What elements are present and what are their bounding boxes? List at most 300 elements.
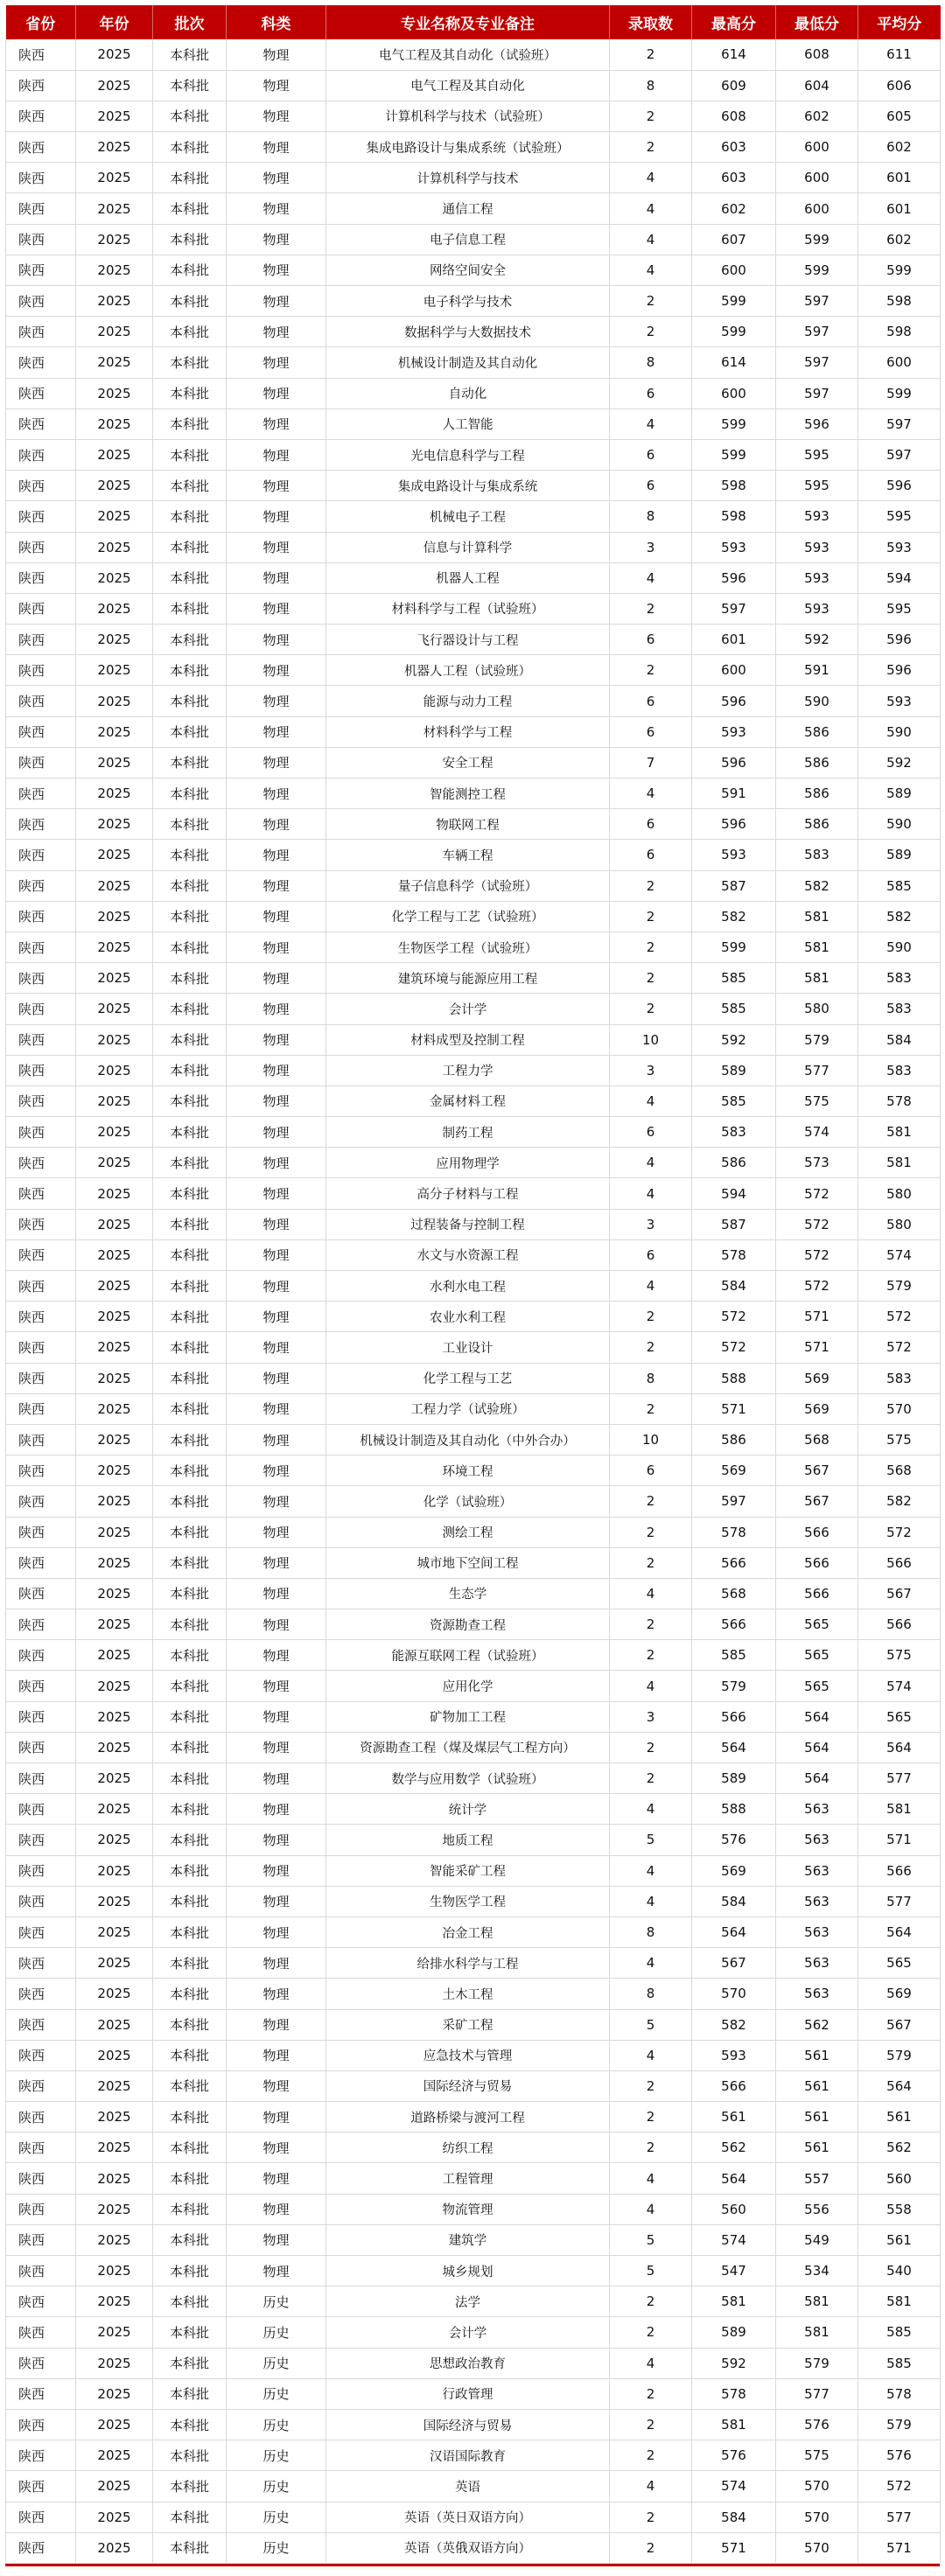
cell-major: 机器人工程 bbox=[326, 562, 610, 593]
cell-avg-score: 572 bbox=[858, 1302, 941, 1332]
cell-min-score: 591 bbox=[776, 655, 858, 686]
cell-year: 2025 bbox=[76, 963, 153, 994]
cell-min-score: 565 bbox=[776, 1671, 858, 1701]
cell-min-score: 592 bbox=[776, 625, 858, 655]
cell-batch: 本科批 bbox=[153, 501, 227, 532]
cell-province: 陕西 bbox=[6, 1701, 76, 1732]
cell-max-score: 597 bbox=[692, 1486, 776, 1517]
cell-min-score: 586 bbox=[776, 747, 858, 778]
cell-subject: 物理 bbox=[227, 1178, 326, 1209]
cell-max-score: 574 bbox=[692, 2224, 776, 2255]
cell-year: 2025 bbox=[76, 439, 153, 470]
cell-province: 陕西 bbox=[6, 1363, 76, 1393]
cell-min-score: 563 bbox=[776, 1979, 858, 2009]
cell-count: 2 bbox=[610, 994, 692, 1024]
cell-year: 2025 bbox=[76, 2102, 153, 2133]
cell-batch: 本科批 bbox=[153, 809, 227, 840]
cell-province: 陕西 bbox=[6, 932, 76, 962]
cell-province: 陕西 bbox=[6, 2040, 76, 2070]
cell-subject: 物理 bbox=[227, 963, 326, 994]
table-row bbox=[6, 1517, 941, 1547]
table-row bbox=[6, 2224, 941, 2255]
cell-batch: 本科批 bbox=[153, 1732, 227, 1763]
cell-avg-score: 595 bbox=[858, 593, 941, 624]
cell-batch: 本科批 bbox=[153, 132, 227, 163]
cell-max-score: 547 bbox=[692, 2256, 776, 2286]
cell-subject: 物理 bbox=[227, 1209, 326, 1239]
cell-min-score: 583 bbox=[776, 840, 858, 870]
cell-max-score: 569 bbox=[692, 1855, 776, 1886]
cell-major: 数学与应用数学（试验班） bbox=[326, 1763, 610, 1794]
cell-province: 陕西 bbox=[6, 2440, 76, 2471]
cell-count: 5 bbox=[610, 2256, 692, 2286]
cell-max-score: 588 bbox=[692, 1794, 776, 1825]
cell-major: 飞行器设计与工程 bbox=[326, 625, 610, 655]
cell-batch: 本科批 bbox=[153, 1916, 227, 1947]
cell-avg-score: 579 bbox=[858, 2040, 941, 2070]
cell-subject: 物理 bbox=[227, 1701, 326, 1732]
cell-count: 4 bbox=[610, 2348, 692, 2378]
cell-subject: 物理 bbox=[227, 840, 326, 870]
cell-year: 2025 bbox=[76, 2317, 153, 2348]
cell-major: 会计学 bbox=[326, 994, 610, 1024]
cell-avg-score: 582 bbox=[858, 901, 941, 932]
cell-subject: 历史 bbox=[227, 2286, 326, 2317]
cell-avg-score: 594 bbox=[858, 562, 941, 593]
cell-count: 2 bbox=[610, 1732, 692, 1763]
cell-avg-score: 578 bbox=[858, 2378, 941, 2409]
cell-major: 应用化学 bbox=[326, 1671, 610, 1701]
cell-subject: 物理 bbox=[227, 1363, 326, 1393]
cell-province: 陕西 bbox=[6, 255, 76, 285]
cell-year: 2025 bbox=[76, 255, 153, 285]
table-row bbox=[6, 1916, 941, 1947]
cell-avg-score: 569 bbox=[858, 1979, 941, 2009]
table-row bbox=[6, 132, 941, 163]
cell-province: 陕西 bbox=[6, 1086, 76, 1116]
cell-avg-score: 578 bbox=[858, 1086, 941, 1116]
cell-max-score: 596 bbox=[692, 562, 776, 593]
cell-province: 陕西 bbox=[6, 1671, 76, 1701]
cell-subject: 物理 bbox=[227, 286, 326, 317]
cell-avg-score: 597 bbox=[858, 408, 941, 439]
cell-batch: 本科批 bbox=[153, 2502, 227, 2532]
cell-avg-score: 590 bbox=[858, 932, 941, 962]
cell-batch: 本科批 bbox=[153, 2440, 227, 2471]
table-row bbox=[6, 2532, 941, 2563]
cell-count: 2 bbox=[610, 1486, 692, 1517]
cell-avg-score: 564 bbox=[858, 2070, 941, 2101]
cell-avg-score: 571 bbox=[858, 1825, 941, 1855]
cell-province: 陕西 bbox=[6, 1794, 76, 1825]
table-row bbox=[6, 1578, 941, 1609]
cell-subject: 物理 bbox=[227, 39, 326, 70]
cell-year: 2025 bbox=[76, 1547, 153, 1578]
table-row bbox=[6, 1763, 941, 1794]
cell-max-score: 600 bbox=[692, 655, 776, 686]
cell-avg-score: 564 bbox=[858, 1916, 941, 1947]
cell-avg-score: 562 bbox=[858, 2133, 941, 2163]
cell-subject: 物理 bbox=[227, 1855, 326, 1886]
cell-major: 通信工程 bbox=[326, 193, 610, 224]
cell-avg-score: 584 bbox=[858, 1024, 941, 1055]
cell-count: 2 bbox=[610, 2502, 692, 2532]
cell-subject: 物理 bbox=[227, 255, 326, 285]
table-row bbox=[6, 255, 941, 285]
cell-subject: 物理 bbox=[227, 655, 326, 686]
cell-year: 2025 bbox=[76, 778, 153, 809]
cell-subject: 物理 bbox=[227, 317, 326, 347]
cell-province: 陕西 bbox=[6, 101, 76, 131]
cell-max-score: 584 bbox=[692, 2502, 776, 2532]
cell-batch: 本科批 bbox=[153, 1517, 227, 1547]
cell-year: 2025 bbox=[76, 1794, 153, 1825]
cell-avg-score: 582 bbox=[858, 1486, 941, 1517]
cell-major: 化学工程与工艺 bbox=[326, 1363, 610, 1393]
cell-year: 2025 bbox=[76, 625, 153, 655]
cell-year: 2025 bbox=[76, 1178, 153, 1209]
cell-province: 陕西 bbox=[6, 1948, 76, 1979]
cell-subject: 物理 bbox=[227, 347, 326, 378]
cell-province: 陕西 bbox=[6, 2070, 76, 2101]
cell-year: 2025 bbox=[76, 2133, 153, 2163]
cell-count: 2 bbox=[610, 2070, 692, 2101]
cell-avg-score: 577 bbox=[858, 1763, 941, 1794]
cell-max-score: 564 bbox=[692, 1732, 776, 1763]
cell-major: 材料科学与工程 bbox=[326, 716, 610, 747]
cell-min-score: 581 bbox=[776, 2286, 858, 2317]
cell-count: 2 bbox=[610, 2286, 692, 2317]
table-row bbox=[6, 1671, 941, 1701]
cell-major: 金属材料工程 bbox=[326, 1086, 610, 1116]
cell-avg-score: 601 bbox=[858, 163, 941, 193]
cell-year: 2025 bbox=[76, 1271, 153, 1302]
table-row bbox=[6, 39, 941, 70]
cell-min-score: 600 bbox=[776, 132, 858, 163]
cell-subject: 物理 bbox=[227, 778, 326, 809]
cell-province: 陕西 bbox=[6, 1393, 76, 1424]
cell-count: 2 bbox=[610, 317, 692, 347]
cell-major: 数据科学与大数据技术 bbox=[326, 317, 610, 347]
cell-year: 2025 bbox=[76, 994, 153, 1024]
cell-count: 3 bbox=[610, 1209, 692, 1239]
cell-year: 2025 bbox=[76, 501, 153, 532]
cell-province: 陕西 bbox=[6, 439, 76, 470]
cell-count: 2 bbox=[610, 1332, 692, 1363]
cell-province: 陕西 bbox=[6, 2163, 76, 2194]
cell-avg-score: 601 bbox=[858, 193, 941, 224]
table-row bbox=[6, 1332, 941, 1363]
cell-year: 2025 bbox=[76, 1363, 153, 1393]
cell-batch: 本科批 bbox=[153, 471, 227, 501]
cell-max-score: 594 bbox=[692, 1178, 776, 1209]
cell-avg-score: 566 bbox=[858, 1609, 941, 1640]
cell-min-score: 564 bbox=[776, 1763, 858, 1794]
cell-avg-score: 600 bbox=[858, 347, 941, 378]
table-body bbox=[6, 39, 941, 2563]
cell-count: 4 bbox=[610, 1948, 692, 1979]
cell-province: 陕西 bbox=[6, 1486, 76, 1517]
cell-year: 2025 bbox=[76, 809, 153, 840]
table-header bbox=[6, 5, 941, 39]
cell-max-score: 566 bbox=[692, 1609, 776, 1640]
cell-year: 2025 bbox=[76, 408, 153, 439]
cell-max-score: 572 bbox=[692, 1302, 776, 1332]
table-row bbox=[6, 2102, 941, 2133]
cell-province: 陕西 bbox=[6, 1055, 76, 1086]
cell-province: 陕西 bbox=[6, 1547, 76, 1578]
cell-min-score: 595 bbox=[776, 439, 858, 470]
cell-province: 陕西 bbox=[6, 2224, 76, 2255]
cell-max-score: 571 bbox=[692, 2532, 776, 2563]
cell-province: 陕西 bbox=[6, 1239, 76, 1270]
table-row bbox=[6, 686, 941, 716]
cell-major: 纺织工程 bbox=[326, 2133, 610, 2163]
cell-year: 2025 bbox=[76, 1302, 153, 1332]
cell-major: 矿物加工工程 bbox=[326, 1701, 610, 1732]
table-row bbox=[6, 1640, 941, 1671]
cell-batch: 本科批 bbox=[153, 1302, 227, 1332]
cell-province: 陕西 bbox=[6, 1825, 76, 1855]
table-row bbox=[6, 1239, 941, 1270]
cell-province: 陕西 bbox=[6, 809, 76, 840]
table-row bbox=[6, 2348, 941, 2378]
cell-max-score: 569 bbox=[692, 1456, 776, 1486]
cell-year: 2025 bbox=[76, 1732, 153, 1763]
cell-count: 2 bbox=[610, 132, 692, 163]
cell-subject: 物理 bbox=[227, 101, 326, 131]
cell-major: 电气工程及其自动化（试验班） bbox=[326, 39, 610, 70]
cell-province: 陕西 bbox=[6, 347, 76, 378]
cell-min-score: 576 bbox=[776, 2409, 858, 2440]
table-row bbox=[6, 655, 941, 686]
cell-max-score: 578 bbox=[692, 2378, 776, 2409]
cell-avg-score: 568 bbox=[858, 1456, 941, 1486]
table-row bbox=[6, 2040, 941, 2070]
cell-min-score: 565 bbox=[776, 1609, 858, 1640]
cell-province: 陕西 bbox=[6, 747, 76, 778]
cell-avg-score: 572 bbox=[858, 2471, 941, 2502]
cell-subject: 物理 bbox=[227, 1117, 326, 1148]
cell-max-score: 593 bbox=[692, 532, 776, 562]
cell-min-score: 586 bbox=[776, 809, 858, 840]
cell-min-score: 564 bbox=[776, 1701, 858, 1732]
cell-major: 机械设计制造及其自动化（中外合办） bbox=[326, 1424, 610, 1455]
cell-province: 陕西 bbox=[6, 2409, 76, 2440]
cell-count: 2 bbox=[610, 2532, 692, 2563]
cell-avg-score: 579 bbox=[858, 2409, 941, 2440]
cell-count: 2 bbox=[610, 963, 692, 994]
cell-batch: 本科批 bbox=[153, 2286, 227, 2317]
cell-batch: 本科批 bbox=[153, 224, 227, 255]
cell-major: 采矿工程 bbox=[326, 2009, 610, 2040]
cell-count: 8 bbox=[610, 70, 692, 101]
cell-min-score: 586 bbox=[776, 778, 858, 809]
cell-major: 机器人工程（试验班） bbox=[326, 655, 610, 686]
cell-major: 土木工程 bbox=[326, 1979, 610, 2009]
table-row bbox=[6, 901, 941, 932]
table-row bbox=[6, 2133, 941, 2163]
cell-subject: 历史 bbox=[227, 2409, 326, 2440]
cell-province: 陕西 bbox=[6, 1148, 76, 1178]
cell-count: 2 bbox=[610, 1393, 692, 1424]
table-row bbox=[6, 2194, 941, 2224]
cell-province: 陕西 bbox=[6, 1979, 76, 2009]
cell-batch: 本科批 bbox=[153, 1271, 227, 1302]
cell-min-score: 597 bbox=[776, 347, 858, 378]
cell-count: 2 bbox=[610, 932, 692, 962]
cell-subject: 物理 bbox=[227, 193, 326, 224]
cell-batch: 本科批 bbox=[153, 1609, 227, 1640]
cell-subject: 物理 bbox=[227, 1886, 326, 1916]
cell-batch: 本科批 bbox=[153, 1055, 227, 1086]
table-row bbox=[6, 840, 941, 870]
cell-batch: 本科批 bbox=[153, 2040, 227, 2070]
table-row bbox=[6, 2471, 941, 2502]
cell-year: 2025 bbox=[76, 1024, 153, 1055]
cell-year: 2025 bbox=[76, 2440, 153, 2471]
cell-year: 2025 bbox=[76, 901, 153, 932]
cell-max-score: 571 bbox=[692, 1393, 776, 1424]
cell-max-score: 561 bbox=[692, 2102, 776, 2133]
cell-min-score: 579 bbox=[776, 2348, 858, 2378]
cell-province: 陕西 bbox=[6, 1209, 76, 1239]
cell-province: 陕西 bbox=[6, 2471, 76, 2502]
cell-major: 冶金工程 bbox=[326, 1916, 610, 1947]
cell-min-score: 563 bbox=[776, 1886, 858, 1916]
cell-avg-score: 566 bbox=[858, 1547, 941, 1578]
cell-batch: 本科批 bbox=[153, 1886, 227, 1916]
cell-avg-score: 596 bbox=[858, 471, 941, 501]
table-row bbox=[6, 347, 941, 378]
cell-max-score: 578 bbox=[692, 1239, 776, 1270]
cell-min-score: 581 bbox=[776, 901, 858, 932]
cell-major: 统计学 bbox=[326, 1794, 610, 1825]
cell-avg-score: 558 bbox=[858, 2194, 941, 2224]
cell-subject: 物理 bbox=[227, 2194, 326, 2224]
cell-province: 陕西 bbox=[6, 193, 76, 224]
cell-avg-score: 572 bbox=[858, 1517, 941, 1547]
cell-major: 测绘工程 bbox=[326, 1517, 610, 1547]
cell-subject: 物理 bbox=[227, 1086, 326, 1116]
cell-count: 6 bbox=[610, 378, 692, 408]
cell-batch: 本科批 bbox=[153, 193, 227, 224]
cell-max-score: 600 bbox=[692, 378, 776, 408]
cell-province: 陕西 bbox=[6, 1024, 76, 1055]
cell-batch: 本科批 bbox=[153, 1763, 227, 1794]
cell-subject: 物理 bbox=[227, 562, 326, 593]
cell-min-score: 577 bbox=[776, 2378, 858, 2409]
table-row bbox=[6, 1024, 941, 1055]
cell-province: 陕西 bbox=[6, 1117, 76, 1148]
cell-major: 思想政治教育 bbox=[326, 2348, 610, 2378]
cell-batch: 本科批 bbox=[153, 1979, 227, 2009]
cell-major: 行政管理 bbox=[326, 2378, 610, 2409]
cell-min-score: 582 bbox=[776, 870, 858, 901]
cell-max-score: 585 bbox=[692, 1086, 776, 1116]
cell-subject: 物理 bbox=[227, 532, 326, 562]
cell-year: 2025 bbox=[76, 224, 153, 255]
table-row bbox=[6, 625, 941, 655]
cell-major: 集成电路设计与集成系统 bbox=[326, 471, 610, 501]
cell-min-score: 571 bbox=[776, 1302, 858, 1332]
cell-year: 2025 bbox=[76, 840, 153, 870]
cell-count: 4 bbox=[610, 2194, 692, 2224]
cell-max-score: 598 bbox=[692, 471, 776, 501]
cell-province: 陕西 bbox=[6, 716, 76, 747]
cell-year: 2025 bbox=[76, 2409, 153, 2440]
cell-subject: 物理 bbox=[227, 1239, 326, 1270]
cell-max-score: 582 bbox=[692, 901, 776, 932]
cell-min-score: 593 bbox=[776, 593, 858, 624]
cell-max-score: 562 bbox=[692, 2133, 776, 2163]
cell-batch: 本科批 bbox=[153, 408, 227, 439]
cell-batch: 本科批 bbox=[153, 1332, 227, 1363]
cell-count: 4 bbox=[610, 1855, 692, 1886]
cell-batch: 本科批 bbox=[153, 2163, 227, 2194]
cell-count: 4 bbox=[610, 1671, 692, 1701]
cell-year: 2025 bbox=[76, 132, 153, 163]
cell-count: 5 bbox=[610, 1825, 692, 1855]
cell-avg-score: 574 bbox=[858, 1671, 941, 1701]
cell-batch: 本科批 bbox=[153, 2194, 227, 2224]
cell-min-score: 581 bbox=[776, 932, 858, 962]
cell-major: 材料成型及控制工程 bbox=[326, 1024, 610, 1055]
cell-batch: 本科批 bbox=[153, 716, 227, 747]
cell-batch: 本科批 bbox=[153, 2378, 227, 2409]
cell-max-score: 576 bbox=[692, 1825, 776, 1855]
cell-count: 8 bbox=[610, 501, 692, 532]
cell-count: 4 bbox=[610, 1886, 692, 1916]
cell-province: 陕西 bbox=[6, 2317, 76, 2348]
cell-min-score: 566 bbox=[776, 1578, 858, 1609]
cell-year: 2025 bbox=[76, 1578, 153, 1609]
cell-max-score: 586 bbox=[692, 1424, 776, 1455]
cell-max-score: 591 bbox=[692, 778, 776, 809]
cell-year: 2025 bbox=[76, 1393, 153, 1424]
cell-min-score: 597 bbox=[776, 317, 858, 347]
cell-year: 2025 bbox=[76, 2163, 153, 2194]
cell-province: 陕西 bbox=[6, 286, 76, 317]
cell-avg-score: 606 bbox=[858, 70, 941, 101]
table-row bbox=[6, 439, 941, 470]
cell-max-score: 614 bbox=[692, 347, 776, 378]
cell-batch: 本科批 bbox=[153, 1640, 227, 1671]
cell-min-score: 570 bbox=[776, 2471, 858, 2502]
cell-subject: 物理 bbox=[227, 1424, 326, 1455]
cell-major: 工业设计 bbox=[326, 1332, 610, 1363]
cell-avg-score: 579 bbox=[858, 1271, 941, 1302]
cell-year: 2025 bbox=[76, 932, 153, 962]
cell-subject: 物理 bbox=[227, 2133, 326, 2163]
cell-avg-score: 596 bbox=[858, 625, 941, 655]
header-subject: 科类 bbox=[227, 5, 326, 39]
table-row bbox=[6, 1055, 941, 1086]
cell-min-score: 561 bbox=[776, 2040, 858, 2070]
cell-min-score: 579 bbox=[776, 1024, 858, 1055]
cell-count: 4 bbox=[610, 255, 692, 285]
cell-province: 陕西 bbox=[6, 963, 76, 994]
cell-subject: 物理 bbox=[227, 132, 326, 163]
cell-max-score: 582 bbox=[692, 2009, 776, 2040]
cell-max-score: 585 bbox=[692, 994, 776, 1024]
cell-major: 工程力学（试验班） bbox=[326, 1393, 610, 1424]
cell-min-score: 571 bbox=[776, 1332, 858, 1363]
cell-major: 物联网工程 bbox=[326, 809, 610, 840]
table-row bbox=[6, 1271, 941, 1302]
cell-major: 电气工程及其自动化 bbox=[326, 70, 610, 101]
cell-subject: 物理 bbox=[227, 809, 326, 840]
